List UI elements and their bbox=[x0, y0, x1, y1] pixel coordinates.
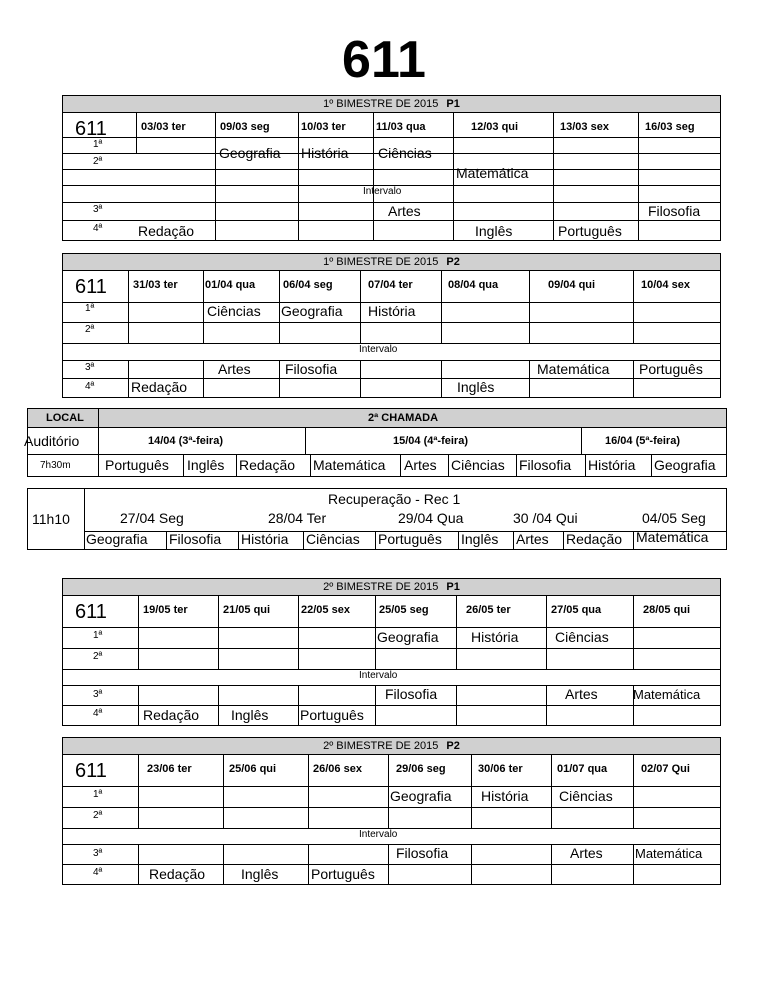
rec-subject: História bbox=[241, 531, 289, 547]
subject-cell: Redação bbox=[149, 866, 206, 882]
schedule-table-1bim-p2 bbox=[62, 253, 721, 398]
rec-subject: Ciências bbox=[306, 531, 360, 547]
table-header: 2º BIMESTRE DE 2015 P1 bbox=[63, 579, 720, 596]
subject-cell: Inglês bbox=[231, 707, 269, 723]
subject-cell: Português bbox=[311, 866, 375, 882]
date-header: 13/03 sex bbox=[560, 121, 609, 133]
rec-subject: Redação bbox=[566, 531, 623, 547]
subject-cell: Redação bbox=[143, 707, 200, 723]
date-header: 22/05 sex bbox=[301, 604, 350, 616]
date-header: 23/06 ter bbox=[147, 763, 192, 775]
subject-cell: Ciências bbox=[378, 145, 432, 161]
date-header: 30/06 ter bbox=[478, 763, 523, 775]
rec-subject: Matemática bbox=[636, 529, 709, 545]
subject-cell: Português bbox=[558, 223, 622, 239]
subject-cell: Matemática bbox=[456, 165, 529, 181]
date-header: 26/06 sex bbox=[313, 763, 362, 775]
subject-cell: Ciências bbox=[559, 788, 613, 804]
date-header: 10/03 ter bbox=[301, 121, 346, 133]
interval-label: Intervalo bbox=[363, 186, 402, 197]
chamada-subject: Inglês bbox=[187, 457, 225, 473]
aula-label: 4ª bbox=[93, 223, 103, 234]
date-header: 09/03 seg bbox=[220, 121, 270, 133]
class-number: 611 bbox=[75, 760, 107, 782]
table-header: 1º BIMESTRE DE 2015 P1 bbox=[63, 96, 720, 113]
aula-label: 2ª bbox=[85, 324, 95, 335]
rec-day: 29/04 Qua bbox=[398, 510, 464, 526]
chamada-subject: Redação bbox=[239, 457, 296, 473]
chamada-subject: Artes bbox=[404, 457, 437, 473]
rec-time: 11h10 bbox=[32, 511, 70, 527]
date-header: 06/04 seg bbox=[283, 279, 333, 291]
date-header: 12/03 qui bbox=[471, 121, 519, 133]
date-header: 01/04 qua bbox=[205, 279, 256, 291]
subject-cell: Inglês bbox=[475, 223, 513, 239]
aula-label: 2ª bbox=[93, 156, 103, 167]
schedule-table-2bim-p2 bbox=[62, 737, 721, 885]
chamada-subject: Ciências bbox=[451, 457, 505, 473]
table-header: 2º BIMESTRE DE 2015 P2 bbox=[63, 738, 720, 755]
subject-cell: Matemática bbox=[633, 687, 701, 702]
class-number: 611 bbox=[75, 601, 107, 623]
subject-cell: Português bbox=[639, 361, 703, 377]
subject-cell: Ciências bbox=[555, 629, 609, 645]
local-label: LOCAL bbox=[46, 412, 84, 424]
rec-day: 04/05 Seg bbox=[642, 510, 706, 526]
aula-label: 4ª bbox=[93, 867, 103, 878]
subject-cell: Artes bbox=[570, 845, 603, 861]
chamada-subject: Matemática bbox=[313, 457, 386, 473]
date-header: 28/05 qui bbox=[643, 604, 691, 616]
subject-cell: História bbox=[481, 788, 529, 804]
subject-cell: Geografia bbox=[219, 145, 281, 161]
subject-cell: História bbox=[301, 145, 349, 161]
date-header: 25/06 qui bbox=[229, 763, 277, 775]
aula-label: 1ª bbox=[93, 630, 103, 641]
schedule-table-1bim-p1 bbox=[62, 95, 721, 241]
subject-cell: Geografia bbox=[281, 303, 343, 319]
aula-label: 4ª bbox=[85, 381, 95, 392]
aula-label: 3ª bbox=[85, 362, 95, 373]
aula-label: 3ª bbox=[93, 848, 103, 859]
rec-day: 30 /04 Qui bbox=[513, 510, 578, 526]
rec-subject: Geografia bbox=[86, 531, 148, 547]
subject-cell: Inglês bbox=[241, 866, 279, 882]
table-header: 1º BIMESTRE DE 2015 P2 bbox=[63, 254, 720, 271]
date-header: 25/05 seg bbox=[379, 604, 429, 616]
subject-cell: Português bbox=[300, 707, 364, 723]
date-header: 07/04 ter bbox=[368, 279, 413, 291]
rec-day: 28/04 Ter bbox=[268, 510, 327, 526]
chamada-subject: Português bbox=[105, 457, 169, 473]
subject-cell: Filosofia bbox=[396, 845, 449, 861]
date-header: 19/05 ter bbox=[143, 604, 188, 616]
chamada-subject: Filosofia bbox=[519, 457, 572, 473]
chamada-subject: Geografia bbox=[654, 457, 716, 473]
date-header: 26/05 ter bbox=[466, 604, 511, 616]
rec-subject: Português bbox=[378, 531, 442, 547]
date-header: 21/05 qui bbox=[223, 604, 271, 616]
subject-cell: Artes bbox=[388, 203, 421, 219]
subject-cell: Artes bbox=[565, 686, 598, 702]
date-header: 29/06 seg bbox=[396, 763, 446, 775]
subject-cell: Geografia bbox=[390, 788, 452, 804]
aula-label: 2ª bbox=[93, 810, 103, 821]
chamada-title: 2ª CHAMADA bbox=[368, 412, 439, 424]
class-number: 611 bbox=[75, 276, 107, 298]
date-header: 11/03 qua bbox=[376, 121, 426, 133]
date-header: 08/04 qua bbox=[448, 279, 499, 291]
rec-day: 27/04 Seg bbox=[120, 510, 184, 526]
rec-subject: Inglês bbox=[461, 531, 499, 547]
chamada-day: 16/04 (5ª-feira) bbox=[605, 435, 680, 447]
aula-label: 1ª bbox=[85, 303, 95, 314]
subject-cell: Matemática bbox=[635, 846, 703, 861]
class-number: 611 bbox=[75, 118, 107, 140]
subject-cell: Filosofia bbox=[648, 203, 701, 219]
local-value: Auditório bbox=[24, 433, 80, 449]
date-header: 02/07 Qui bbox=[641, 763, 690, 775]
subject-cell: Redação bbox=[138, 223, 195, 239]
subject-cell: História bbox=[471, 629, 519, 645]
aula-label: 2ª bbox=[93, 651, 103, 662]
aula-label: 1ª bbox=[93, 789, 103, 800]
aula-label: 3ª bbox=[93, 689, 103, 700]
subject-cell: Ciências bbox=[207, 303, 261, 319]
date-header: 10/04 sex bbox=[641, 279, 690, 291]
subject-cell: Matemática bbox=[537, 361, 610, 377]
subject-cell: Inglês bbox=[457, 379, 495, 395]
recuperacao-table bbox=[27, 488, 727, 550]
subject-cell: Filosofia bbox=[385, 686, 438, 702]
date-header: 31/03 ter bbox=[133, 279, 178, 291]
chamada-subject: História bbox=[588, 457, 636, 473]
interval-label: Intervalo bbox=[359, 829, 398, 840]
subject-cell: Filosofia bbox=[285, 361, 338, 377]
rec-subject: Artes bbox=[516, 531, 549, 547]
rec-title: Recuperação - Rec 1 bbox=[328, 491, 461, 507]
page-title: 611 bbox=[342, 31, 426, 89]
date-header: 16/03 seg bbox=[645, 121, 695, 133]
time-value: 7h30m bbox=[40, 460, 71, 471]
subject-cell: Artes bbox=[218, 361, 251, 377]
subject-cell: Redação bbox=[131, 379, 188, 395]
date-header: 01/07 qua bbox=[557, 763, 608, 775]
aula-label: 4ª bbox=[93, 708, 103, 719]
date-header: 27/05 qua bbox=[551, 604, 602, 616]
rec-subject: Filosofia bbox=[169, 531, 222, 547]
subject-cell: História bbox=[368, 303, 416, 319]
date-header: 03/03 ter bbox=[141, 121, 186, 133]
schedule-table-2bim-p1 bbox=[62, 578, 721, 726]
aula-label: 1ª bbox=[93, 139, 103, 150]
subject-cell: Geografia bbox=[377, 629, 439, 645]
chamada-day: 14/04 (3ª-feira) bbox=[148, 435, 223, 447]
date-header: 09/04 qui bbox=[548, 279, 596, 291]
chamada-day: 15/04 (4ª-feira) bbox=[393, 435, 468, 447]
interval-label: Intervalo bbox=[359, 344, 398, 355]
interval-label: Intervalo bbox=[359, 670, 398, 681]
aula-label: 3ª bbox=[93, 204, 103, 215]
segunda-chamada-table bbox=[24, 408, 727, 477]
